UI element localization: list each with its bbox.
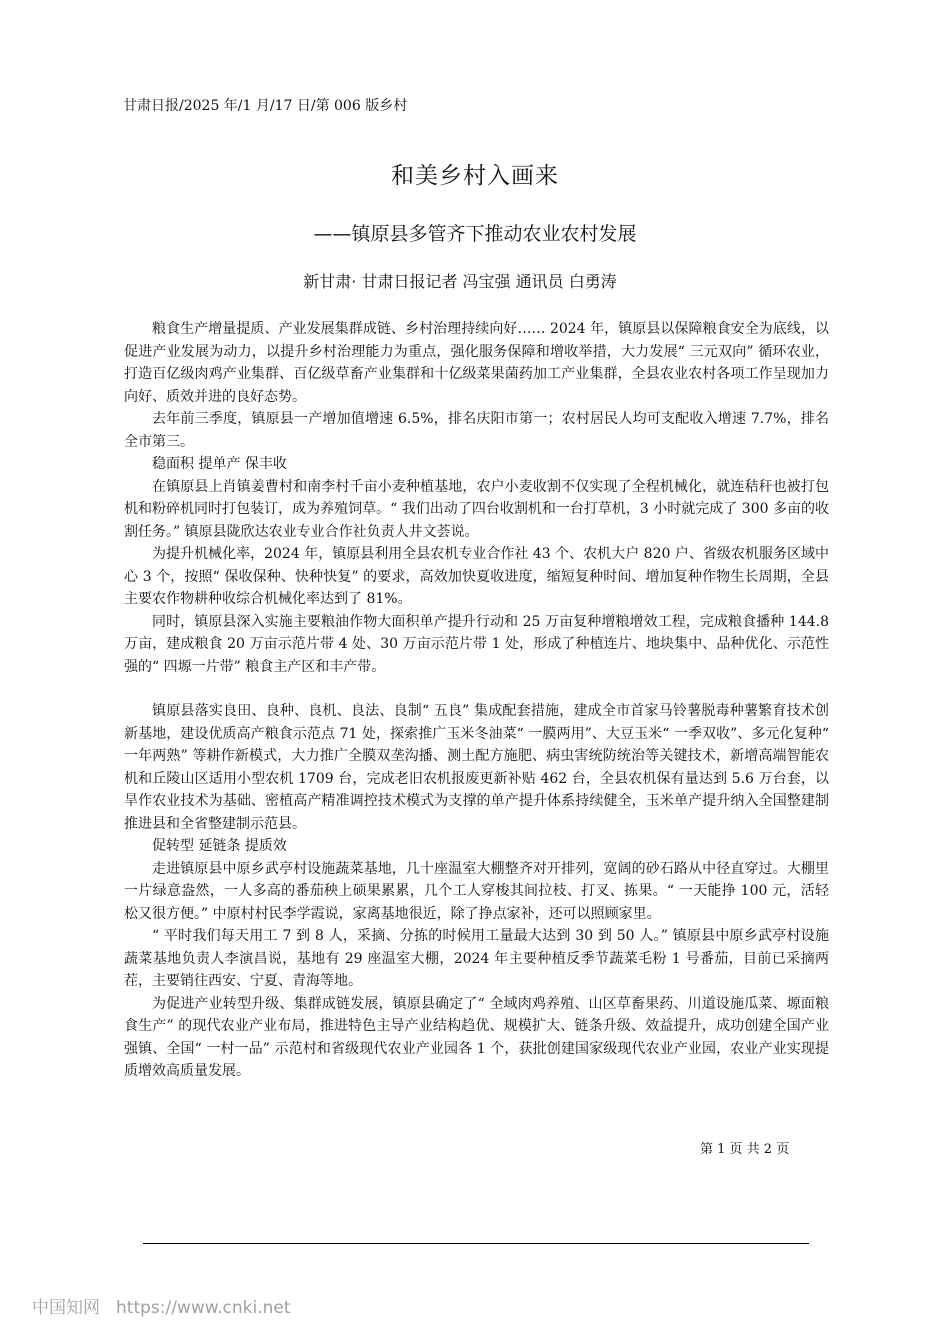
article-title: 和美乡村入画来 (391, 163, 559, 189)
article-subtitle: ——镇原县多管齐下推动农业农村发展 (313, 223, 637, 245)
page-indicator: 第 1 页 共 2 页 (700, 1142, 790, 1157)
body-paragraph: 同时，镇原县深入实施主要粮油作物大面积单产提升行动和 25 万亩复种增粮增效工程，完成粮食播种 144.8 万亩，建成粮食 20 万亩示范片带 4 处、30 万亩示范片带 1 处，形成了种植连片、地块集中、品种优化、示范性强的“ 四塬一片带” 粮食主产区和丰产带。 (124, 613, 829, 675)
watermark-url: https://www.cnki.net (116, 1298, 291, 1318)
watermark-brand: 中国知网 (32, 1298, 100, 1318)
source-line: 甘肃日报/2025 年/1 月/17 日/第 006 版乡村 (123, 98, 408, 114)
body-paragraph: 为促进产业转型升级、集群成链发展，镇原县确定了“ 全域肉鸡养殖、山区草畜果药、川道设施瓜菜、塬面粮食生产” 的现代农业产业布局，推进特色主导产业结构趋优、规模扩大、链条升级、效益提升，成功创建全国产业强镇、全国“ 一村一品” 示范村和省级现代农业产业园各 1 个，获批创建国家级现代农业产业园，农业产业实现提质增效高质量发展。 (124, 995, 829, 1079)
cnki-watermark (32, 1293, 306, 1318)
article-body (124, 318, 829, 1083)
body-paragraph: 去年前三季度，镇原县一产增加值增速 6.5%，排名庆阳市第一；农村居民人均可支配收入增速 7.7%，排名全市第三。 (124, 411, 829, 450)
body-paragraph: 为提升机械化率，2024 年，镇原县利用全县农机专业合作社 43 个、农机大户 820 户、省级农机服务区域中心 3 个，按照“ 保收保种、快种快复” 的要求，高效加快夏收进度，缩短复种时间、增加复种作物生长周期，全县主要农作物耕种收综合机械化率达到了 81%。 (124, 546, 829, 607)
section-heading: 稳面积 提单产 保丰收 (152, 456, 287, 472)
article-byline: 新甘肃· 甘肃日报记者 冯宝强 通讯员 白勇涛 (303, 272, 617, 291)
paragraph-gap (124, 678, 829, 700)
body-paragraph: 镇原县落实良田、良种、良机、良法、良制“ 五良” 集成配套措施，建成全市首家马铃薯脱毒种薯繁育技术创新基地，建设优质高产粮食示范点 71 处，探索推广玉米冬油菜“ 一膜两用”、大豆玉米“ 一季双收”、多元化复种“ 一年两熟” 等耕作新模式，大力推广全膜双垄沟播、测土配方施肥、病虫害统防统治等关键技术，新增高端智能农机和丘陵山区适用小型农机 1709 台，完成老旧农机报废更新补贴 462 台，全县农机保有量达到 5.6 万台套，以旱作农业技术为基础、密植高产精准调控技术模式为支撑的单产提升体系持续健全，玉米单产提升纳入全国整建制推进县和全省整建制示范县。 (124, 703, 829, 832)
body-paragraph: 粮食生产增量提质、产业发展集群成链、乡村治理持续向好…… 2024 年，镇原县以保障粮食安全为底线，以促进产业发展为动力，以提升乡村治理能力为重点，强化服务保障和增收举措，大力发展“ 三元双向” 循环农业，打造百亿级肉鸡产业集群、百亿级草畜产业集群和十亿级菜果菌药加工产业集群，全县农业农村各项工作呈现加力向好、质效并进的良好态势。 (124, 321, 829, 405)
footer-divider (143, 1243, 809, 1244)
body-paragraph: 走进镇原县中原乡武亭村设施蔬菜基地，几十座温室大棚整齐对开排列，宽阔的砂石路从中径直穿过。大棚里一片绿意盎然，一人多高的番茄秧上硕果累累，几个工人穿梭其间拉枝、打叉、拣果。“ 一天能挣 100 元，活轻松又很方便。” 中原村村民李学霞说，家离基地很近，除了挣点家补，还可以照顾家里。 (124, 860, 829, 922)
body-paragraph: “ 平时我们每天用工 7 到 8 人，采摘、分拣的时候用工量最大达到 30 到 50 人。” 镇原县中原乡武亭村设施蔬菜基地负责人李演昌说，基地有 29 座温室大棚，2024 年主要种植反季节蔬菜毛粉 1 号番茄，目前已采摘两茬，主要销往西安、宁夏、青海等地。 (124, 928, 829, 989)
section-heading: 促转型 延链条 提质效 (152, 838, 287, 854)
body-paragraph: 在镇原县上肖镇姜曹村和南李村千亩小麦种植基地，农户小麦收割不仅实现了全程机械化，就连秸秆也被打包机和粉碎机同时打包装订，成为养殖饲草。“ 我们出动了四台收割机和一台打草机，3 小时就完成了 300 多亩的收割任务。” 镇原县陇欣达农业专业合作社负责人井文荟说。 (124, 478, 829, 540)
